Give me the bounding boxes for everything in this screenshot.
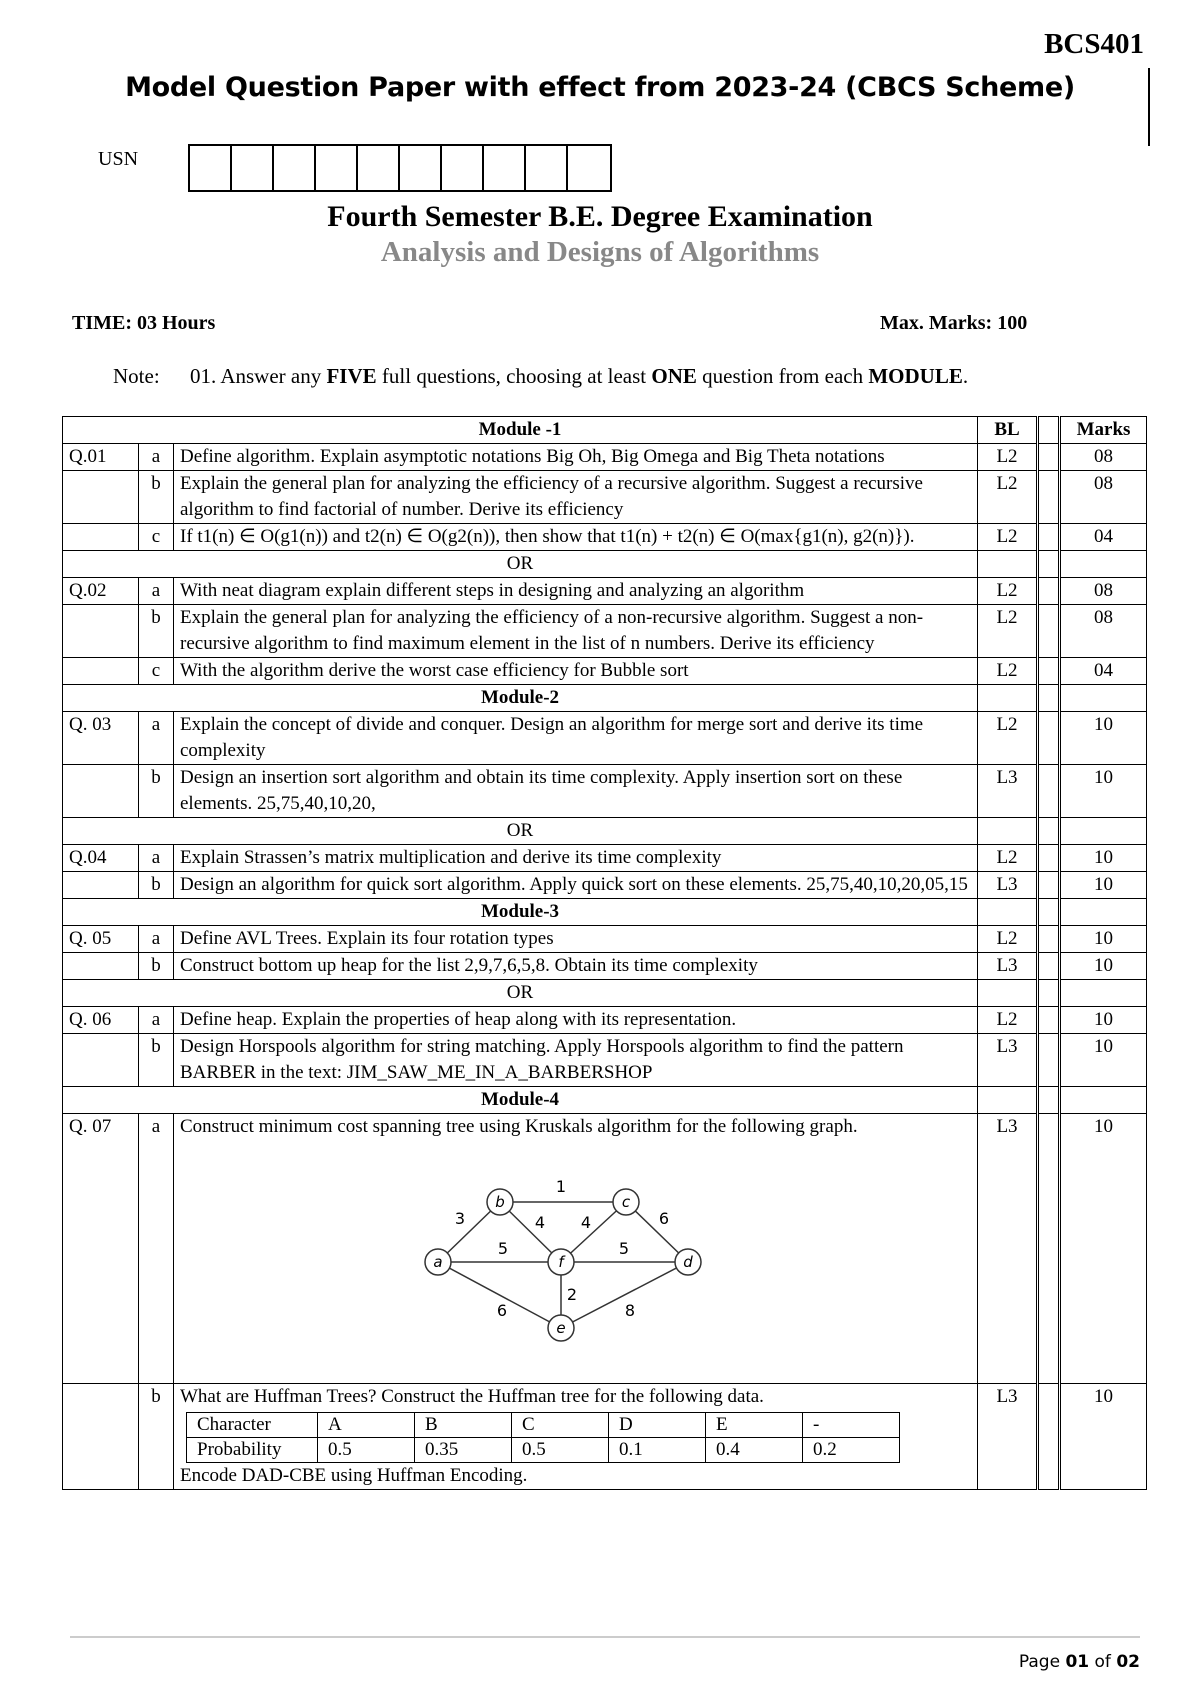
question-table <box>62 416 1147 1490</box>
question-text: If t1(n) ∈ O(g1(n)) and t2(n) ∈ O(g2(n)), then show that t1(n) + t2(n) ∈ O(max{g1(n), g2(n)}). <box>174 524 978 551</box>
question-text: Define heap. Explain the properties of heap along with its representation. <box>174 1007 978 1034</box>
exam-title: Fourth Semester B.E. Degree Examination <box>327 200 873 233</box>
edge-weight: 5 <box>497 1239 509 1258</box>
module-row: Module-2 <box>63 685 1147 712</box>
subject-title: Analysis and Designs of Algorithms <box>380 236 820 268</box>
footer-rule <box>70 1636 1140 1638</box>
question-row: Q. 06 a Define heap. Explain the properties of heap along with its representation. L2 10 <box>63 1007 1147 1034</box>
question-number: Q. 05 <box>63 926 139 953</box>
question-row: b Design an algorithm for quick sort algorithm. Apply quick sort on these elements. 25,75,40,10,20,05,15 L3 10 <box>63 872 1147 899</box>
question-number: Q. 06 <box>63 1007 139 1034</box>
question-row: Q.02 a With neat diagram explain different steps in designing and analyzing an algorithm L2 08 <box>63 578 1147 605</box>
module-row: Module-4 <box>63 1087 1147 1114</box>
marks-header: Marks <box>1060 417 1147 444</box>
module-row: Module -1 BL Marks <box>63 417 1147 444</box>
usn-box[interactable] <box>316 146 358 190</box>
question-number: Q.04 <box>63 845 139 872</box>
question-number: Q. 03 <box>63 712 139 765</box>
question-row: Q.04 a Explain Strassen’s matrix multiplication and derive its time complexity L2 10 <box>63 845 1147 872</box>
question-text: Design Horspools algorithm for string matching. Apply Horspools algorithm to find the pattern BARBER in the text: JIM_SAW_ME_IN_A_BARBERSHOP <box>174 1034 978 1087</box>
usn-box[interactable] <box>568 146 610 190</box>
question-row: b Construct bottom up heap for the list 2,9,7,6,5,8. Obtain its time complexity L3 10 <box>63 953 1147 980</box>
bl-header: BL <box>978 417 1038 444</box>
usn-box[interactable] <box>400 146 442 190</box>
question-number: Q. 07 <box>63 1114 139 1384</box>
question-text: Explain Strassen’s matrix multiplication and derive its time complexity <box>174 845 978 872</box>
node-label: b <box>495 1193 505 1211</box>
question-row: c With the algorithm derive the worst case efficiency for Bubble sort L2 04 <box>63 658 1147 685</box>
usn-label: USN <box>98 148 139 170</box>
usn-box[interactable] <box>358 146 400 190</box>
usn-box[interactable] <box>484 146 526 190</box>
usn-box[interactable] <box>232 146 274 190</box>
exam-time: TIME: 03 Hours <box>72 312 216 334</box>
edge-weight: 4 <box>534 1213 546 1232</box>
note-label: Note: <box>113 364 160 388</box>
question-row: Q.01 a Define algorithm. Explain asymptotic notations Big Oh, Big Omega and Big Theta notations L2 08 <box>63 444 1147 471</box>
node-label: e <box>556 1319 566 1337</box>
paper-title: Model Question Paper with effect from 2023-24 (CBCS Scheme) <box>125 72 1075 103</box>
question-text: Define algorithm. Explain asymptotic notations Big Oh, Big Omega and Big Theta notations <box>174 444 978 471</box>
question-number: Q.02 <box>63 578 139 605</box>
question-text: With the algorithm derive the worst case efficiency for Bubble sort <box>174 658 978 685</box>
question-row: b Explain the general plan for analyzing the efficiency of a non-recursive algorithm. Suggest a non-recursive algorithm to find maximum element in the list of n numbers. Derive its efficiency L2 08 <box>63 605 1147 658</box>
usn-box[interactable] <box>526 146 568 190</box>
or-row: OR <box>63 980 1147 1007</box>
question-row: b Explain the general plan for analyzing the efficiency of a recursive algorithm. Suggest a recursive algorithm to find factorial of number. Derive its efficiency L2 08 <box>63 471 1147 524</box>
question-number: Q.01 <box>63 444 139 471</box>
course-code: BCS401 <box>1044 28 1144 60</box>
max-marks: Max. Marks: 100 <box>880 312 1028 334</box>
question-row: Q. 07 a Construct minimum cost spanning tree using Kruskals algorithm for the following graph. 3 1 4 4 6 5 5 2 6 8 a b c d e f L3 10 <box>63 1114 1147 1384</box>
question-row: b What are Huffman Trees? Construct the Huffman tree for the following data. Character A B C D E - Probability 0.5 0.35 0.5 0.1 0.4 0.2 Encode DAD-CBE using Huffman Encoding. L3 10 <box>63 1384 1147 1490</box>
question-row: b Design Horspools algorithm for string matching. Apply Horspools algorithm to find the pattern BARBER in the text: JIM_SAW_ME_IN_A_BARBERSHOP L3 10 <box>63 1034 1147 1087</box>
usn-box[interactable] <box>190 146 232 190</box>
question-text: Explain the general plan for analyzing the efficiency of a non-recursive algorithm. Suggest a non-recursive algorithm to find maximum element in the list of n numbers. Derive its efficiency <box>174 605 978 658</box>
or-row: OR <box>63 818 1147 845</box>
node-label: a <box>433 1253 443 1271</box>
page-number: Page 01 of 02 <box>1018 1652 1140 1672</box>
usn-box[interactable] <box>442 146 484 190</box>
edge-weight: 8 <box>624 1301 636 1320</box>
question-row: b Design an insertion sort algorithm and obtain its time complexity. Apply insertion sort on these elements. 25,75,40,10,20, L3 10 <box>63 765 1147 818</box>
huffman-char-row: Character A B C D E - <box>187 1413 900 1438</box>
node-label: f <box>558 1253 564 1271</box>
question-text: Explain the concept of divide and conquer. Design an algorithm for merge sort and derive its time complexity <box>174 712 978 765</box>
question-text: Design an insertion sort algorithm and obtain its time complexity. Apply insertion sort on these elements. 25,75,40,10,20, <box>174 765 978 818</box>
note-text: 01. Answer any FIVE full questions, choosing at least ONE question from each MODULE. <box>190 364 969 388</box>
question-text: Explain the general plan for analyzing the efficiency of a recursive algorithm. Suggest a recursive algorithm to find factorial of number. Derive its efficiency <box>174 471 978 524</box>
edge-weight: 6 <box>658 1209 670 1228</box>
question-text: Design an algorithm for quick sort algorithm. Apply quick sort on these elements. 25,75,40,10,20,05,15 <box>174 872 978 899</box>
edge-weight: 2 <box>566 1285 578 1304</box>
usn-box[interactable] <box>274 146 316 190</box>
question-text: Construct bottom up heap for the list 2,9,7,6,5,8. Obtain its time complexity <box>174 953 978 980</box>
edge-weight: 4 <box>580 1213 592 1232</box>
question-text: Define AVL Trees. Explain its four rotation types <box>174 926 978 953</box>
edge-weight: 5 <box>618 1239 630 1258</box>
question-row: Q. 03 a Explain the concept of divide and conquer. Design an algorithm for merge sort and derive its time complexity L2 10 <box>63 712 1147 765</box>
question-text: What are Huffman Trees? Construct the Huffman tree for the following data. Character A B C D E - Probability 0.5 0.35 0.5 0.1 0.4 0.2 Encode DAD-CBE using Huffman Encoding. <box>174 1384 978 1490</box>
edge-weight: 6 <box>496 1301 508 1320</box>
edge-weight: 3 <box>454 1209 466 1228</box>
module-row: Module-3 <box>63 899 1147 926</box>
graph-figure <box>418 1166 718 1346</box>
usn-boxes[interactable] <box>188 144 612 192</box>
or-row: OR <box>63 551 1147 578</box>
huffman-prob-row: Probability 0.5 0.35 0.5 0.1 0.4 0.2 <box>187 1438 900 1463</box>
node-label: c <box>621 1193 631 1211</box>
question-row: c If t1(n) ∈ O(g1(n)) and t2(n) ∈ O(g2(n)), then show that t1(n) + t2(n) ∈ O(max{g1(n), g2(n)}). L2 04 <box>63 524 1147 551</box>
node-label: d <box>683 1253 693 1271</box>
question-text: With neat diagram explain different steps in designing and analyzing an algorithm <box>174 578 978 605</box>
huffman-table <box>186 1412 900 1463</box>
question-row: Q. 05 a Define AVL Trees. Explain its four rotation types L2 10 <box>63 926 1147 953</box>
edge-weight: 1 <box>555 1177 567 1196</box>
question-text: Construct minimum cost spanning tree using Kruskals algorithm for the following graph. 3 1 4 4 6 5 5 2 6 8 a b c d e f <box>174 1114 978 1384</box>
